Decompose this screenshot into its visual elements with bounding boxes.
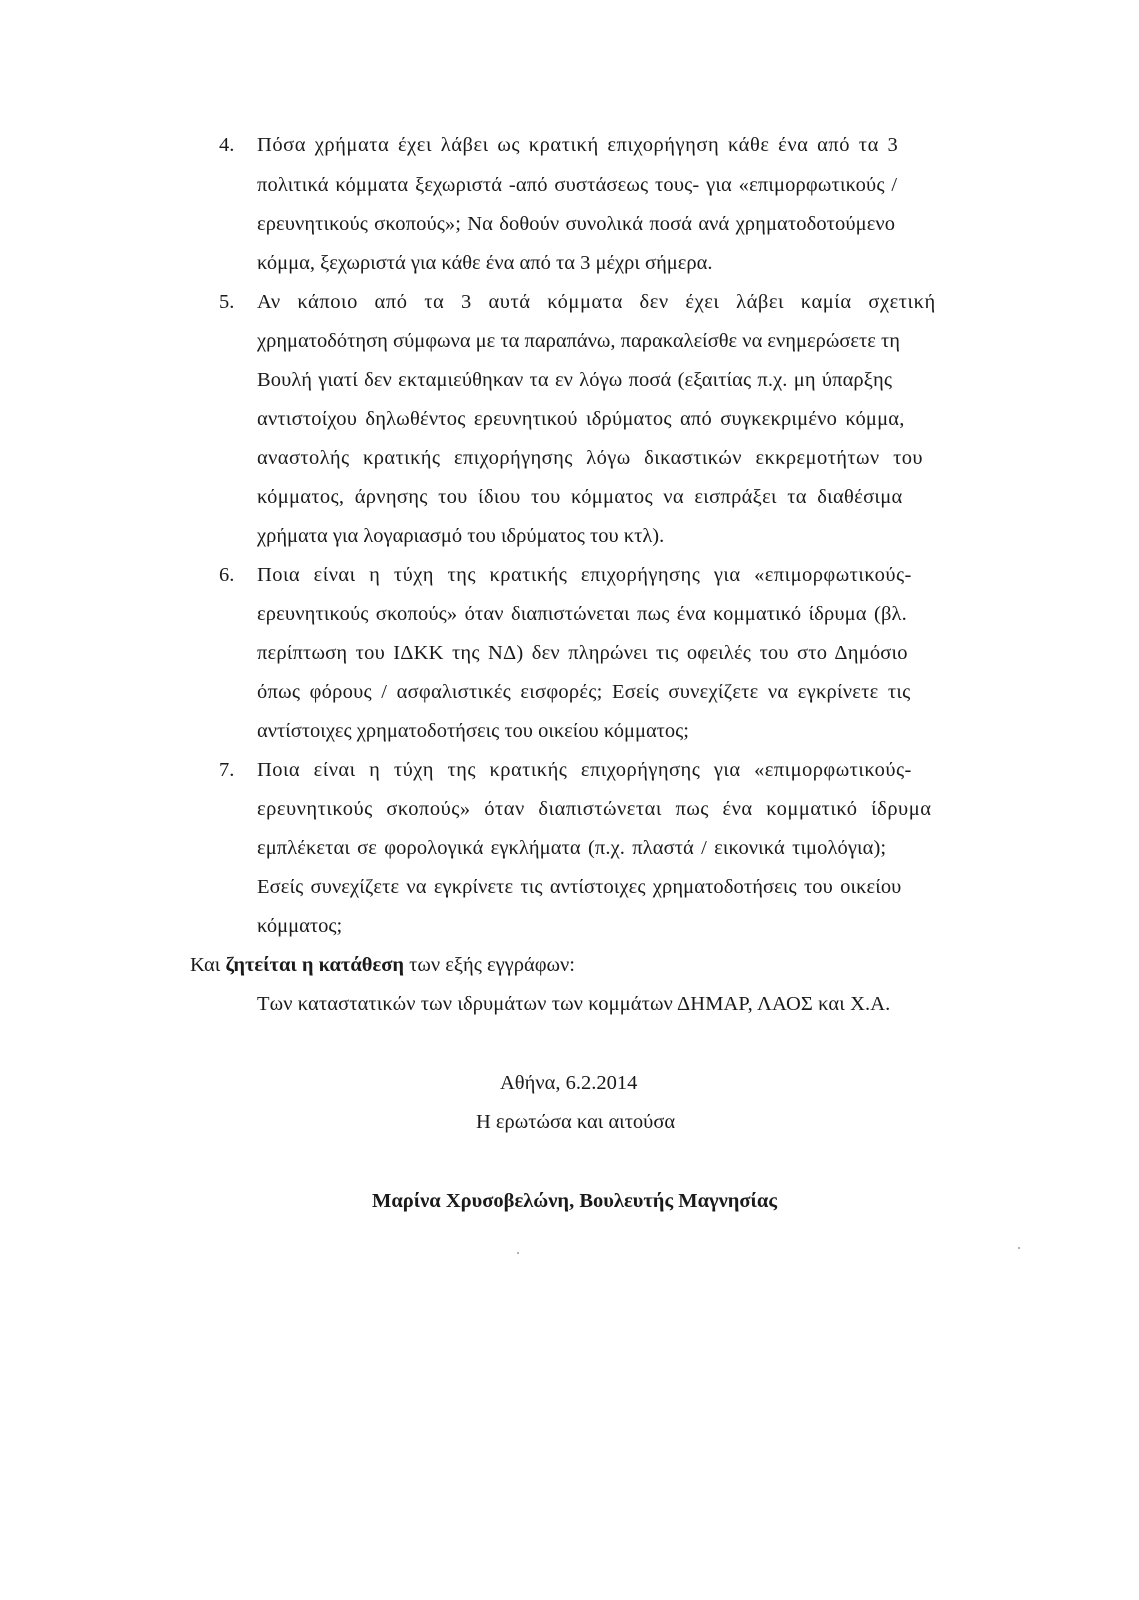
request-prefix: Και bbox=[190, 954, 226, 976]
request-bold-phrase: ζητείται η κατάθεση bbox=[225, 954, 405, 976]
item-line: Εσείς συνεχίζετε να εγκρίνετε τις αντίστοιχες χρηματοδοτήσεις του οικείου bbox=[257, 876, 902, 898]
item-line: ερευνητικούς σκοπούς» όταν διαπιστώνεται πως ένα κομματικό ίδρυμα bbox=[257, 798, 932, 820]
item-line: εμπλέκεται σε φορολογικά εγκλήματα (π.χ. πλαστά / εικονικά τιμολόγια); bbox=[257, 837, 887, 859]
place-date: Αθήνα, 6.2.2014 bbox=[500, 1072, 638, 1094]
item-line: Βουλή γιατί δεν εκταμιεύθηκαν τα εν λόγω ποσά (εξαιτίας π.χ. μη ύπαρξης bbox=[257, 369, 893, 391]
item-number: 6. bbox=[219, 564, 235, 586]
scan-speck bbox=[517, 1252, 519, 1254]
item-line: Ποια είναι η τύχη της κρατικής επιχορήγησης για «επιμορφωτικούς- bbox=[257, 564, 912, 586]
item-line: ερευνητικούς σκοπούς»; Να δοθούν συνολικά ποσά ανά χρηματοδοτούμενο bbox=[257, 213, 896, 235]
item-line: κόμμα, ξεχωριστά για κάθε ένα από τα 3 μέχρι σήμερα. bbox=[257, 252, 713, 274]
item-line: αντιστοίχου δηλωθέντος ερευνητικού ιδρύματος από συγκεκριμένο κόμμα, bbox=[257, 408, 905, 430]
item-line: πολιτικά κόμματα ξεχωριστά -από συστάσεως τους- για «επιμορφωτικούς / bbox=[257, 174, 898, 196]
item-line: κόμματος; bbox=[257, 915, 343, 937]
item-line: περίπτωση του ΙΔΚΚ της ΝΔ) δεν πληρώνει τις οφειλές του στο Δημόσιο bbox=[257, 642, 908, 664]
item-line: Αν κάποιο από τα 3 αυτά κόμματα δεν έχει λάβει καμία σχετική bbox=[257, 291, 936, 313]
item-line: ερευνητικούς σκοπούς» όταν διαπιστώνεται πως ένα κομματικό ίδρυμα (βλ. bbox=[257, 603, 907, 625]
item-line: Ποια είναι η τύχη της κρατικής επιχορήγησης για «επιμορφωτικούς- bbox=[257, 759, 912, 781]
item-number: 4. bbox=[219, 134, 235, 156]
requested-documents: Των καταστατικών των ιδρυμάτων των κομμάτων ΔΗΜΑΡ, ΛΑΟΣ και Χ.Α. bbox=[257, 993, 891, 1015]
item-line: όπως φόρους / ασφαλιστικές εισφορές; Εσείς συνεχίζετε να εγκρίνετε τις bbox=[257, 681, 911, 703]
document-request-line bbox=[190, 952, 575, 978]
item-line: χρήματα για λογαριασμό του ιδρύματος του κτλ). bbox=[257, 525, 665, 547]
signatory-name: Μαρίνα Χρυσοβελώνη, Βουλευτής Μαγνησίας bbox=[372, 1190, 777, 1212]
item-line: αντίστοιχες χρηματοδοτήσεις του οικείου κόμματος; bbox=[257, 720, 689, 742]
item-number: 7. bbox=[219, 759, 235, 781]
item-line: Πόσα χρήματα έχει λάβει ως κρατική επιχορήγηση κάθε ένα από τα 3 bbox=[257, 134, 899, 156]
item-line: αναστολής κρατικής επιχορήγησης λόγω δικαστικών εκκρεμοτήτων του bbox=[257, 447, 923, 469]
request-suffix: των εξής εγγράφων: bbox=[404, 954, 575, 976]
scan-speck bbox=[1018, 1247, 1020, 1249]
signatory-role: Η ερωτώσα και αιτούσα bbox=[476, 1111, 676, 1133]
item-line: κόμματος, άρνησης του ίδιου του κόμματος να εισπράξει τα διαθέσιμα bbox=[257, 486, 903, 508]
item-line: χρηματοδότηση σύμφωνα με τα παραπάνω, παρακαλείσθε να ενημερώσετε τη bbox=[257, 330, 900, 352]
item-number: 5. bbox=[219, 291, 235, 313]
